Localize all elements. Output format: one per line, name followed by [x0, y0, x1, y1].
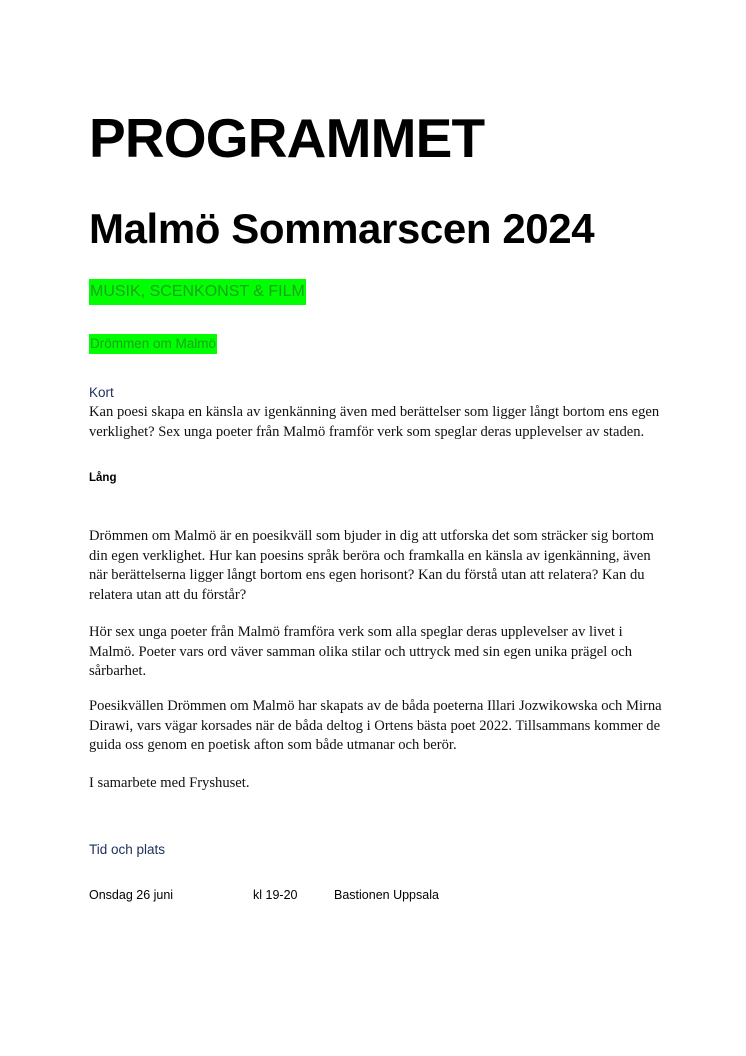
event-date: Onsdag 26 juni: [89, 888, 174, 902]
page-title: Malmö Sommarscen 2024: [89, 205, 595, 252]
short-description-text: Kan poesi skapa en känsla av igenkänning även med berättelser som ligger långt bortom ens egen verklighet? Sex unga poeter från Malmö framför verk som speglar deras upplevelser av staden.: [89, 404, 660, 440]
page-heading: PROGRAMMET: [89, 107, 485, 169]
collaboration-note: I samarbete med Fryshuset.: [89, 775, 250, 791]
category-label: MUSIK, SCENKONST & FILM: [89, 279, 306, 305]
long-description-paragraph: Poesikvällen Drömmen om Malmö har skapats av de båda poeterna Illari Jozwikowska och Mirna Dirawi, vars vägar korsades när de båda deltog i Ortens bästa poet 2022. Tillsammans kommer de guida oss genom en poetisk afton som både utmanar och berör.: [89, 698, 662, 753]
short-description-label: Kort: [89, 385, 114, 400]
event-name: Drömmen om Malmö: [89, 334, 217, 354]
event-venue: Bastionen Uppsala: [334, 888, 439, 902]
long-description-paragraph: Drömmen om Malmö är en poesikväll som bjuder in dig att utforska det som sträcker sig bortom din egen verklighet. Hur kan poesins språk beröra och framkalla en känsla av igenkänning, även när berättelserna ligger långt bortom ens egen horisont? Kan du förstå utan att relatera? Kan du relatera utan att du förstår?: [89, 528, 654, 603]
time-and-place-label: Tid och plats: [89, 842, 166, 857]
long-description-label: Lång: [89, 472, 117, 484]
long-description-paragraph: Hör sex unga poeter från Malmö framföra verk som alla speglar deras upplevelser av livet i Malmö. Poeter vars ord väver samman olika stilar och uttryck med sin egen unika prägel och sårbarhet.: [89, 624, 633, 679]
event-time: kl 19-20: [253, 888, 298, 902]
